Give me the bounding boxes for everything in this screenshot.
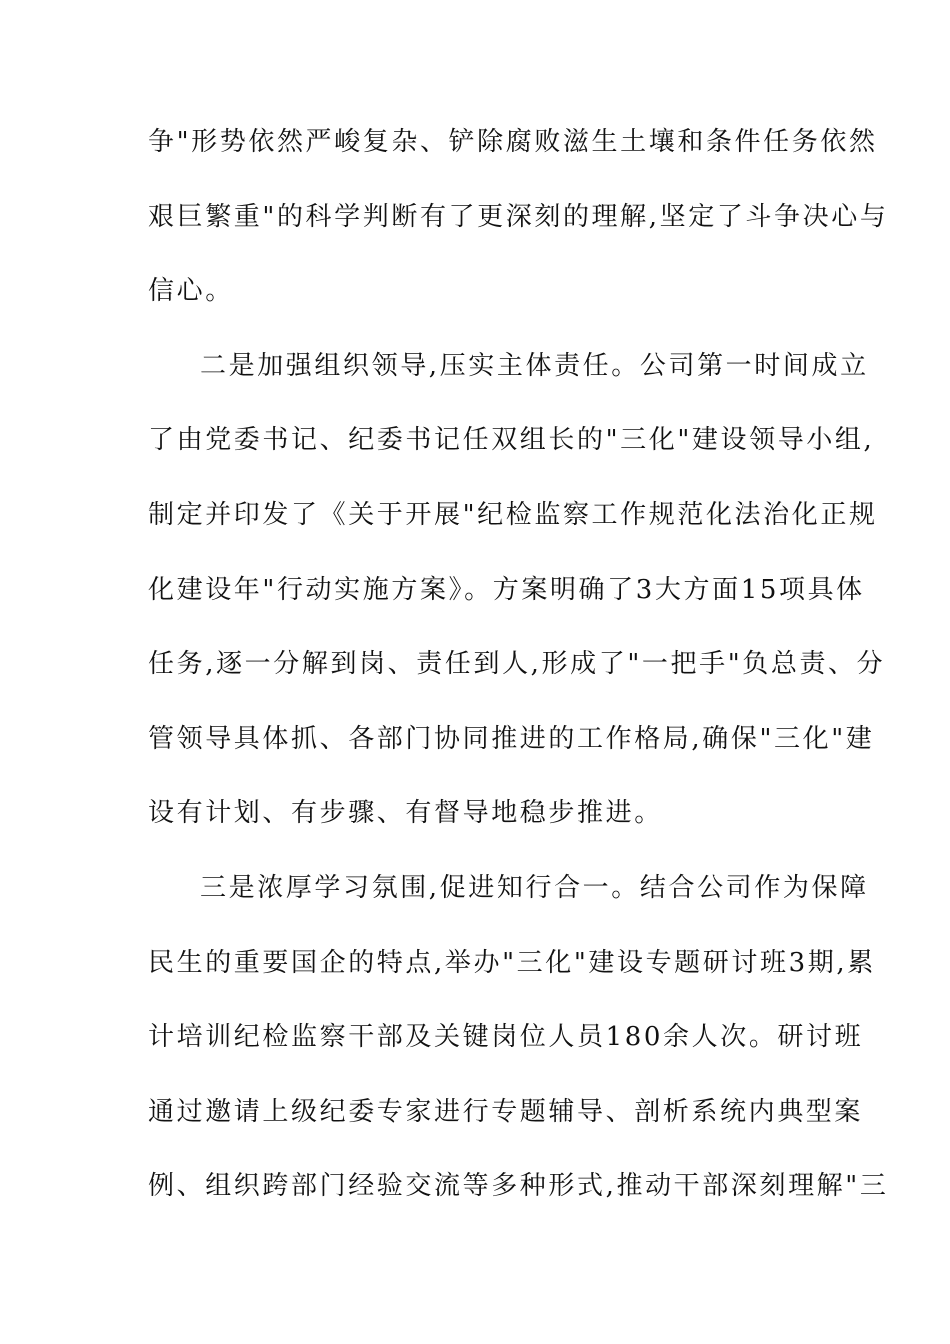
text-line: 争"形势依然严峻复杂、铲除腐败滋生土壤和条件任务依然 bbox=[148, 127, 878, 157]
body-text bbox=[148, 118, 889, 1237]
text-line: 计培训纪检监察干部及关键岗位人员180余人次。研讨班 bbox=[148, 1022, 864, 1053]
text-line: 设有计划、有步骤、有督导地稳步推进。 bbox=[148, 798, 663, 829]
text-line: 例、组织跨部门经验交流等多种形式,推动干部深刻理解"三 bbox=[148, 1171, 889, 1202]
text-line: 制定并印发了《关于开展"纪检监察工作规范化法治化正规 bbox=[148, 499, 878, 530]
text-line: 民生的重要国企的特点,举办"三化"建设专题研讨班3期,累 bbox=[148, 947, 876, 978]
paragraph-start-line: 二是加强组织领导,压实主体责任。公司第一时间成立 bbox=[200, 350, 869, 381]
text-line: 艰巨繁重"的科学判断有了更深刻的理解,坚定了斗争决心与 bbox=[148, 201, 889, 232]
text-line: 信心。 bbox=[148, 276, 234, 307]
text-line: 了由党委书记、纪委书记任双组长的"三化"建设领导小组, bbox=[148, 425, 875, 456]
text-line: 通过邀请上级纪委专家进行专题辅导、剖析系统内典型案 bbox=[148, 1096, 864, 1127]
paragraph-start-line: 三是浓厚学习氛围,促进知行合一。结合公司作为保障 bbox=[200, 872, 869, 903]
text-line: 任务,逐一分解到岗、责任到人,形成了"一把手"负总责、分 bbox=[148, 649, 886, 680]
text-line: 管领导具体抓、各部门协同推进的工作格局,确保"三化"建 bbox=[148, 723, 875, 754]
text-line: 化建设年"行动实施方案》。方案明确了3大方面15项具体 bbox=[148, 574, 865, 605]
